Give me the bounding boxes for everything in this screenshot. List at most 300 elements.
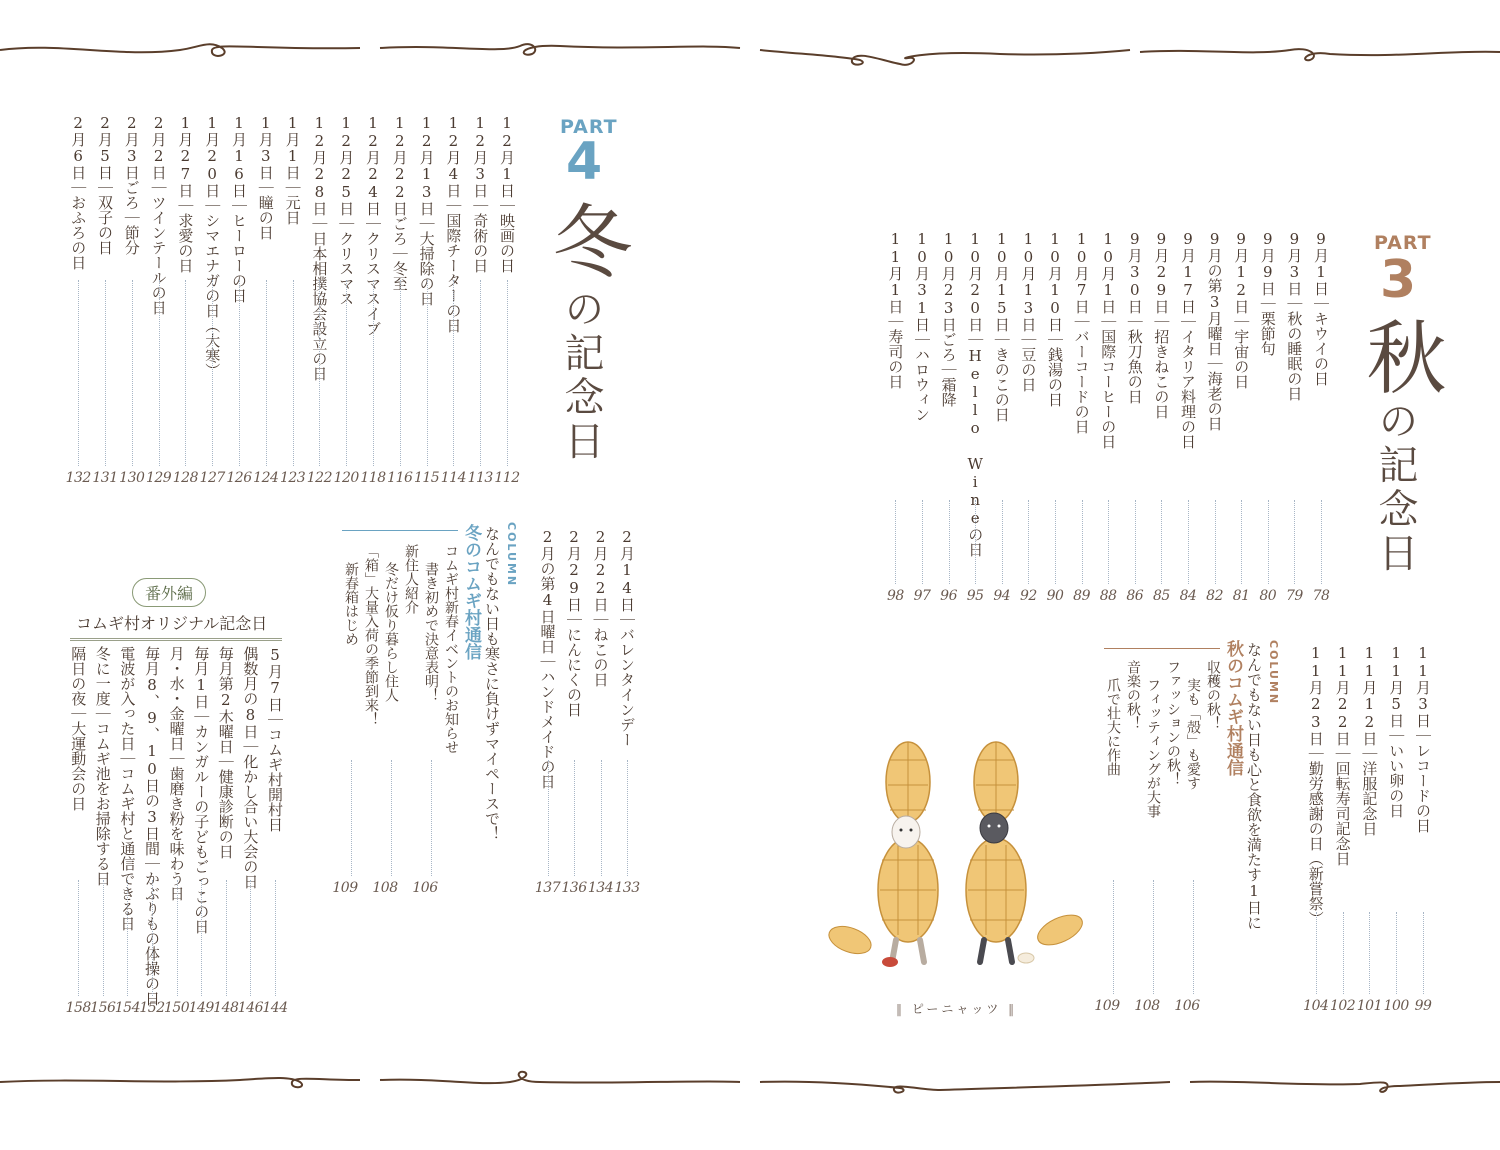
dot-leader <box>105 280 106 466</box>
entry-name: いい卵の日 <box>1387 743 1406 818</box>
dot-leader <box>391 760 392 876</box>
page-number[interactable]: 126 <box>226 470 252 486</box>
entry-name: キウイの日 <box>1312 311 1330 386</box>
page-number[interactable]: 106 <box>1174 998 1200 1014</box>
illustration-caption <box>896 1000 1017 1017</box>
toc-entry[interactable] <box>65 114 91 270</box>
dot-leader <box>1369 912 1370 994</box>
page-number[interactable]: 136 <box>561 880 587 896</box>
entry-separator: ｜ <box>1285 296 1304 311</box>
dot-leader <box>427 280 428 466</box>
toc-entry[interactable] <box>936 230 962 407</box>
entry-name: コムギ村と通信できる日 <box>118 766 137 931</box>
peanut-costume-left <box>878 742 938 962</box>
entry-date: 9月29日 <box>1152 230 1171 314</box>
entry-name: ねこの日 <box>591 627 610 687</box>
page-number[interactable]: 84 <box>1179 588 1197 604</box>
entry-separator: ｜ <box>390 246 409 261</box>
page-number[interactable]: 95 <box>966 588 984 604</box>
entry-separator: ｜ <box>1312 296 1330 311</box>
entry-name: 海老の日 <box>1205 371 1224 431</box>
entry-name: 瞳の日 <box>256 195 275 240</box>
toc-entry[interactable] <box>1410 644 1436 833</box>
entry-separator: ｜ <box>1205 356 1224 371</box>
entry-name: イタリア料理の日 <box>1179 329 1197 449</box>
toc-entry[interactable] <box>414 114 440 306</box>
page-number[interactable]: 78 <box>1312 588 1330 604</box>
page-number[interactable]: 108 <box>372 880 398 896</box>
page-number[interactable]: 81 <box>1232 588 1250 604</box>
dot-leader <box>1316 912 1317 994</box>
dot-leader <box>548 760 549 876</box>
entry-separator: ｜ <box>538 654 557 669</box>
entry-separator: ｜ <box>216 754 235 769</box>
bangai-badge: 番外編 <box>132 578 206 607</box>
entry-name: 秋刀魚の日 <box>1125 329 1144 404</box>
page-number[interactable]: 114 <box>440 470 466 486</box>
entry-date: 9月1日 <box>1312 230 1330 296</box>
entry-date: 9月3日 <box>1285 230 1304 296</box>
page-number[interactable]: 109 <box>332 880 358 896</box>
entry-date: 11月5日 <box>1387 644 1406 728</box>
toc-entry[interactable] <box>262 646 288 832</box>
entry-date: 10月15日 <box>992 230 1011 332</box>
entry-separator: ｜ <box>417 216 436 231</box>
column-item[interactable]: 音楽の秋！ <box>1125 660 1141 730</box>
entry-separator: ｜ <box>444 198 463 213</box>
entry-separator: ｜ <box>167 751 186 766</box>
entry-date: 11月3日 <box>1414 644 1432 728</box>
toc-entry[interactable] <box>1228 230 1254 389</box>
page-number[interactable]: 122 <box>306 470 332 486</box>
page-number[interactable]: 113 <box>467 470 493 486</box>
page-number[interactable]: 79 <box>1285 588 1303 604</box>
toc-entry[interactable] <box>172 114 198 273</box>
entry-separator: ｜ <box>122 210 141 225</box>
column-item[interactable]: 書き初めで決意表明！ <box>423 562 439 702</box>
toc-entry[interactable] <box>614 528 640 747</box>
page-number[interactable]: 80 <box>1259 588 1277 604</box>
entry-name: コムギ村開村日 <box>266 727 284 832</box>
page-number[interactable]: 152 <box>139 1000 165 1016</box>
toc-entry[interactable] <box>1308 230 1334 386</box>
entry-date: 9月の第3月曜日 <box>1205 230 1224 356</box>
entry-separator: ｜ <box>69 706 88 721</box>
entry-name: 秋の睡眠の日 <box>1285 311 1304 401</box>
page-number[interactable]: 102 <box>1329 998 1356 1014</box>
page-number[interactable]: 100 <box>1383 998 1409 1014</box>
entry-separator: ｜ <box>992 332 1011 347</box>
entry-date: 12月1日 <box>498 114 516 198</box>
entry-date: 1月27日 <box>176 114 195 198</box>
dot-leader <box>250 880 251 996</box>
page-number[interactable]: 99 <box>1414 998 1432 1014</box>
entry-name: 銭湯の日 <box>1046 347 1064 407</box>
page-number[interactable]: 134 <box>587 880 614 896</box>
dot-leader <box>177 880 178 996</box>
page-number[interactable]: 156 <box>90 1000 116 1016</box>
dot-leader <box>1113 880 1114 994</box>
dot-leader <box>127 880 128 996</box>
entry-date: 5月7日 <box>266 646 284 712</box>
toc-entry[interactable] <box>561 528 587 717</box>
dot-leader <box>319 280 320 466</box>
page-number[interactable]: 150 <box>163 1000 190 1016</box>
page-number[interactable]: 104 <box>1303 998 1329 1014</box>
entry-name: 大運動会の日 <box>69 721 88 811</box>
toc-entry[interactable] <box>92 114 118 255</box>
top-rope-border <box>0 20 1500 80</box>
entry-name: クリスマス <box>337 231 356 306</box>
entry-separator: ｜ <box>192 709 211 724</box>
entry-separator: ｜ <box>364 216 382 231</box>
entry-name: クリスマスイブ <box>364 231 382 336</box>
toc-entry[interactable] <box>90 646 116 886</box>
toc-entry[interactable] <box>333 114 359 306</box>
entry-date: 冬に一度 <box>93 646 112 706</box>
page-number[interactable]: 92 <box>1019 588 1037 604</box>
toc-entry[interactable] <box>494 114 520 273</box>
entry-date: 10月7日 <box>1072 230 1091 314</box>
toc-entry[interactable] <box>237 646 263 889</box>
entry-name: 回転寿司記念日 <box>1333 761 1352 866</box>
dot-leader <box>895 500 896 584</box>
entry-date: 9月17日 <box>1179 230 1197 314</box>
entry-date: 11月1日 <box>886 230 905 314</box>
entry-separator: ｜ <box>913 332 931 347</box>
page-number[interactable]: 130 <box>119 470 145 486</box>
part-label: PART <box>1374 232 1432 254</box>
entry-separator: ｜ <box>266 712 284 727</box>
entry-date: 毎月8、9、10日の3日間 <box>143 646 161 856</box>
entry-date: 1月3日 <box>256 114 275 180</box>
dot-leader <box>627 760 628 876</box>
entry-separator: ｜ <box>886 314 905 329</box>
entry-date: 2月の第4日曜日 <box>538 528 557 654</box>
page-number[interactable]: 124 <box>253 470 279 486</box>
page-number[interactable]: 86 <box>1126 588 1144 604</box>
page-number[interactable]: 149 <box>188 1000 214 1016</box>
toc-entry[interactable] <box>253 114 279 240</box>
entry-date: 12月25日 <box>337 114 356 216</box>
page-number[interactable]: 146 <box>237 1000 263 1016</box>
toc-entry[interactable] <box>1015 230 1041 392</box>
entry-name: 寿司の日 <box>886 329 905 389</box>
entry-name: 招きねこの日 <box>1152 329 1171 419</box>
toc-entry[interactable] <box>882 230 908 389</box>
page-number[interactable]: 158 <box>65 1000 91 1016</box>
dot-leader <box>1028 500 1029 584</box>
column-label: COLUMN <box>505 522 518 588</box>
dot-leader <box>453 280 454 466</box>
entry-name: 奇術の日 <box>471 213 490 273</box>
entry-date: 9月9日 <box>1258 230 1277 296</box>
column-item[interactable]: 新住人紹介 <box>403 544 419 614</box>
toc-entry[interactable] <box>1069 230 1095 434</box>
toc-entry[interactable] <box>119 114 145 255</box>
entry-separator: ｜ <box>618 612 636 627</box>
entry-separator: ｜ <box>149 180 168 195</box>
column-item[interactable]: 実も「殻」も愛す <box>1185 678 1201 790</box>
dot-leader <box>159 280 160 466</box>
dot-leader <box>239 280 240 466</box>
dot-leader <box>1002 500 1003 584</box>
column-item[interactable]: 爪で壮大に作曲 <box>1105 678 1121 776</box>
entry-date: 9月12日 <box>1232 230 1251 314</box>
entry-name: ハンドメイドの日 <box>538 669 557 789</box>
dot-leader <box>1294 500 1295 584</box>
entry-name: 宇宙の日 <box>1232 329 1251 389</box>
dot-leader <box>400 280 401 466</box>
page-number[interactable]: 90 <box>1046 588 1064 604</box>
dot-leader <box>1241 500 1242 584</box>
toc-entry[interactable] <box>387 114 413 291</box>
page-number[interactable]: 132 <box>65 470 91 486</box>
toc-entry[interactable] <box>1281 230 1307 401</box>
dot-leader <box>226 880 227 996</box>
entry-name: ハロウィン <box>913 347 931 422</box>
entry-date: 12月22日ごろ <box>390 114 409 246</box>
page-number[interactable]: 98 <box>886 588 904 604</box>
entry-name: シマエナガの日（大寒） <box>203 213 222 378</box>
page-number[interactable]: 115 <box>413 470 440 486</box>
dot-leader <box>212 280 213 466</box>
page-number[interactable]: 131 <box>92 470 118 486</box>
dot-leader <box>922 500 923 584</box>
toc-entry[interactable] <box>1122 230 1148 404</box>
dot-leader <box>373 280 374 466</box>
column-rule <box>1104 648 1220 649</box>
toc-entry[interactable] <box>1383 644 1409 818</box>
entry-name: Hello Wineの日 <box>966 347 985 557</box>
column-item[interactable]: 「箱」大量入荷の季節到来！ <box>363 544 379 726</box>
page-number[interactable]: 137 <box>534 880 561 896</box>
entry-name: 元日 <box>283 195 302 225</box>
entry-date: 2月3日ごろ <box>122 114 141 210</box>
column-subtitle: なんでもない日も心と食欲を満たす1日に <box>1245 642 1263 930</box>
column-subtitle: なんでもない日も寒さに負けずマイペースで！ <box>483 526 501 841</box>
toc-entry[interactable] <box>467 114 493 273</box>
entry-name: レコードの日 <box>1414 743 1432 833</box>
dot-leader <box>431 760 432 876</box>
dot-leader <box>266 280 267 466</box>
page-number[interactable]: 133 <box>614 880 640 896</box>
dot-leader <box>78 880 79 996</box>
toc-entry[interactable] <box>588 528 614 687</box>
entry-date: 10月13日 <box>1019 230 1038 332</box>
dot-leader <box>201 880 202 996</box>
part-number: 3 <box>1380 250 1417 310</box>
page-number[interactable]: 101 <box>1356 998 1382 1014</box>
entry-date: 1月20日 <box>203 114 222 198</box>
toc-entry[interactable] <box>65 646 91 811</box>
entry-date: 1月1日 <box>283 114 302 180</box>
toc-entry[interactable] <box>1330 644 1356 866</box>
page-number[interactable]: 148 <box>213 1000 239 1016</box>
entry-separator: ｜ <box>283 180 302 195</box>
entry-name: 求愛の日 <box>176 213 195 273</box>
toc-entry[interactable] <box>226 114 252 303</box>
toc-entry[interactable] <box>1175 230 1201 449</box>
page-number[interactable]: 120 <box>333 470 359 486</box>
toc-entry[interactable] <box>213 646 239 859</box>
entry-name: 大掃除の日 <box>417 231 436 306</box>
toc-entry[interactable] <box>280 114 306 225</box>
page-number[interactable]: 129 <box>145 470 172 486</box>
column-title: 秋のコムギ村通信 <box>1223 640 1243 776</box>
bangai-rule <box>70 638 282 641</box>
entry-name: 歯磨き粉を味わう日 <box>167 766 186 901</box>
caption-text: ピーニャッツ <box>911 1002 1002 1016</box>
entry-separator: ｜ <box>256 180 275 195</box>
entry-date: 月・水・金曜日 <box>167 646 186 751</box>
entry-separator: ｜ <box>1099 314 1118 329</box>
entry-separator: ｜ <box>1179 314 1197 329</box>
page-number[interactable]: 96 <box>940 588 957 604</box>
dot-leader <box>293 280 294 466</box>
entry-date: 毎月1日 <box>192 646 211 709</box>
entry-date: 2月6日 <box>69 114 88 180</box>
toc-entry[interactable] <box>1303 644 1329 926</box>
column-item[interactable]: コムギ村新春イベントのお知らせ <box>443 544 459 754</box>
part-number: 4 <box>566 132 603 192</box>
peanut-illustration <box>820 730 1090 980</box>
page-number[interactable]: 144 <box>262 1000 288 1016</box>
entry-separator: ｜ <box>1152 314 1171 329</box>
part-label: PART <box>560 116 618 138</box>
toc-entry[interactable] <box>1202 230 1228 431</box>
toc-entry[interactable] <box>535 528 561 789</box>
page-number[interactable]: 116 <box>387 470 413 486</box>
toc-entry[interactable] <box>164 646 190 901</box>
page-number[interactable]: 154 <box>114 1000 140 1016</box>
page-number[interactable]: 118 <box>360 470 386 486</box>
page-number[interactable]: 82 <box>1206 588 1223 604</box>
page-number[interactable]: 97 <box>913 588 931 604</box>
toc-entry[interactable] <box>1356 644 1382 836</box>
dot-leader <box>574 760 575 876</box>
page-number[interactable]: 106 <box>412 880 438 896</box>
entry-date: 10月20日 <box>966 230 985 332</box>
entry-separator: ｜ <box>143 856 161 871</box>
entry-name: 健康診断の日 <box>216 769 235 859</box>
dot-leader <box>1268 500 1269 584</box>
bottom-rope-border <box>0 1060 1500 1110</box>
entry-date: 2月5日 <box>96 114 114 180</box>
season-title-rest: の記念日 <box>1372 400 1418 576</box>
entry-separator: ｜ <box>1072 314 1091 329</box>
caption-bar: ‖ <box>896 1002 912 1016</box>
entry-date: 11月23日 <box>1306 644 1325 746</box>
toc-entry[interactable] <box>1042 230 1068 407</box>
entry-separator: ｜ <box>69 180 88 195</box>
entry-date: 2月22日 <box>591 528 610 612</box>
page-number[interactable]: 108 <box>1134 998 1160 1014</box>
dot-leader <box>1396 912 1397 994</box>
page-number[interactable]: 89 <box>1073 588 1090 604</box>
page-number[interactable]: 127 <box>199 470 225 486</box>
dot-leader <box>1108 500 1109 584</box>
entry-name: コムギ池をお掃除する日 <box>93 721 112 886</box>
column-item[interactable]: 冬だけ仮り暮らし住人 <box>383 562 399 702</box>
column-item[interactable]: フィッティングが大事 <box>1145 678 1161 818</box>
entry-date: 12月24日 <box>364 114 382 216</box>
dot-leader <box>103 880 104 996</box>
dot-leader <box>1188 500 1189 584</box>
entry-separator: ｜ <box>118 751 137 766</box>
page-number[interactable]: 112 <box>494 470 520 486</box>
entry-separator: ｜ <box>498 198 516 213</box>
peanut-costume-right <box>966 742 1026 962</box>
entry-date: 1月16日 <box>230 114 248 198</box>
column-rule <box>342 530 458 531</box>
entry-separator: ｜ <box>96 180 114 195</box>
dot-leader <box>1082 500 1083 584</box>
column-item[interactable]: 新春箱はじめ <box>343 562 359 646</box>
entry-name: 映画の日 <box>498 213 516 273</box>
toc-entry[interactable] <box>909 230 935 422</box>
column-item[interactable]: 収穫の秋！ <box>1205 660 1221 730</box>
page-number[interactable]: 85 <box>1152 588 1170 604</box>
entry-date: 11月12日 <box>1360 644 1379 746</box>
entry-date: 12月28日 <box>310 114 329 216</box>
entry-separator: ｜ <box>1306 746 1325 761</box>
dot-leader <box>1423 912 1424 994</box>
dot-leader <box>1215 500 1216 584</box>
entry-name: バーコードの日 <box>1072 329 1091 434</box>
entry-separator: ｜ <box>230 198 248 213</box>
season-title-rest: の記念日 <box>558 288 604 464</box>
entry-separator: ｜ <box>310 216 329 231</box>
page-number[interactable]: 128 <box>172 470 198 486</box>
page-number[interactable]: 88 <box>1099 588 1117 604</box>
dot-leader <box>975 500 976 584</box>
entry-date: 2月29日 <box>565 528 583 612</box>
entry-date: 10月10日 <box>1046 230 1064 332</box>
entry-separator: ｜ <box>1125 314 1144 329</box>
entry-name: かぶりもの体操の日 <box>143 871 161 1006</box>
entry-name: 霜降 <box>939 377 958 407</box>
entry-name: 双子の日 <box>96 195 114 255</box>
page-number[interactable]: 123 <box>279 470 306 486</box>
season-title-char: 秋 <box>1353 316 1446 396</box>
entry-name: 日本相撲協会設立の日 <box>310 231 329 381</box>
column-item[interactable]: ファッションの秋！ <box>1165 660 1181 786</box>
season-title-char: 冬 <box>539 200 632 280</box>
page-number[interactable]: 94 <box>993 588 1011 604</box>
toc-entry[interactable] <box>989 230 1015 422</box>
toc-entry[interactable] <box>1255 230 1281 356</box>
entry-name: 化かし合い大会の日 <box>241 754 260 889</box>
entry-separator: ｜ <box>1258 296 1277 311</box>
column-label: COLUMN <box>1267 640 1280 706</box>
page-number[interactable]: 109 <box>1094 998 1120 1014</box>
entry-date: 12月4日 <box>444 114 463 198</box>
dot-leader <box>78 280 79 466</box>
entry-name: 節分 <box>122 225 141 255</box>
dot-leader <box>1135 500 1136 584</box>
entry-separator: ｜ <box>1046 332 1064 347</box>
toc-entry[interactable] <box>1095 230 1121 449</box>
entry-separator: ｜ <box>337 216 356 231</box>
entry-date: 偶数月の8日 <box>241 646 260 739</box>
dot-leader <box>185 280 186 466</box>
entry-name: カンガルーの子どもごっこの日 <box>192 724 211 934</box>
entry-separator: ｜ <box>565 612 583 627</box>
caption-bar: ‖ <box>1001 1002 1018 1016</box>
dot-leader <box>275 880 276 996</box>
toc-entry[interactable] <box>1148 230 1174 419</box>
